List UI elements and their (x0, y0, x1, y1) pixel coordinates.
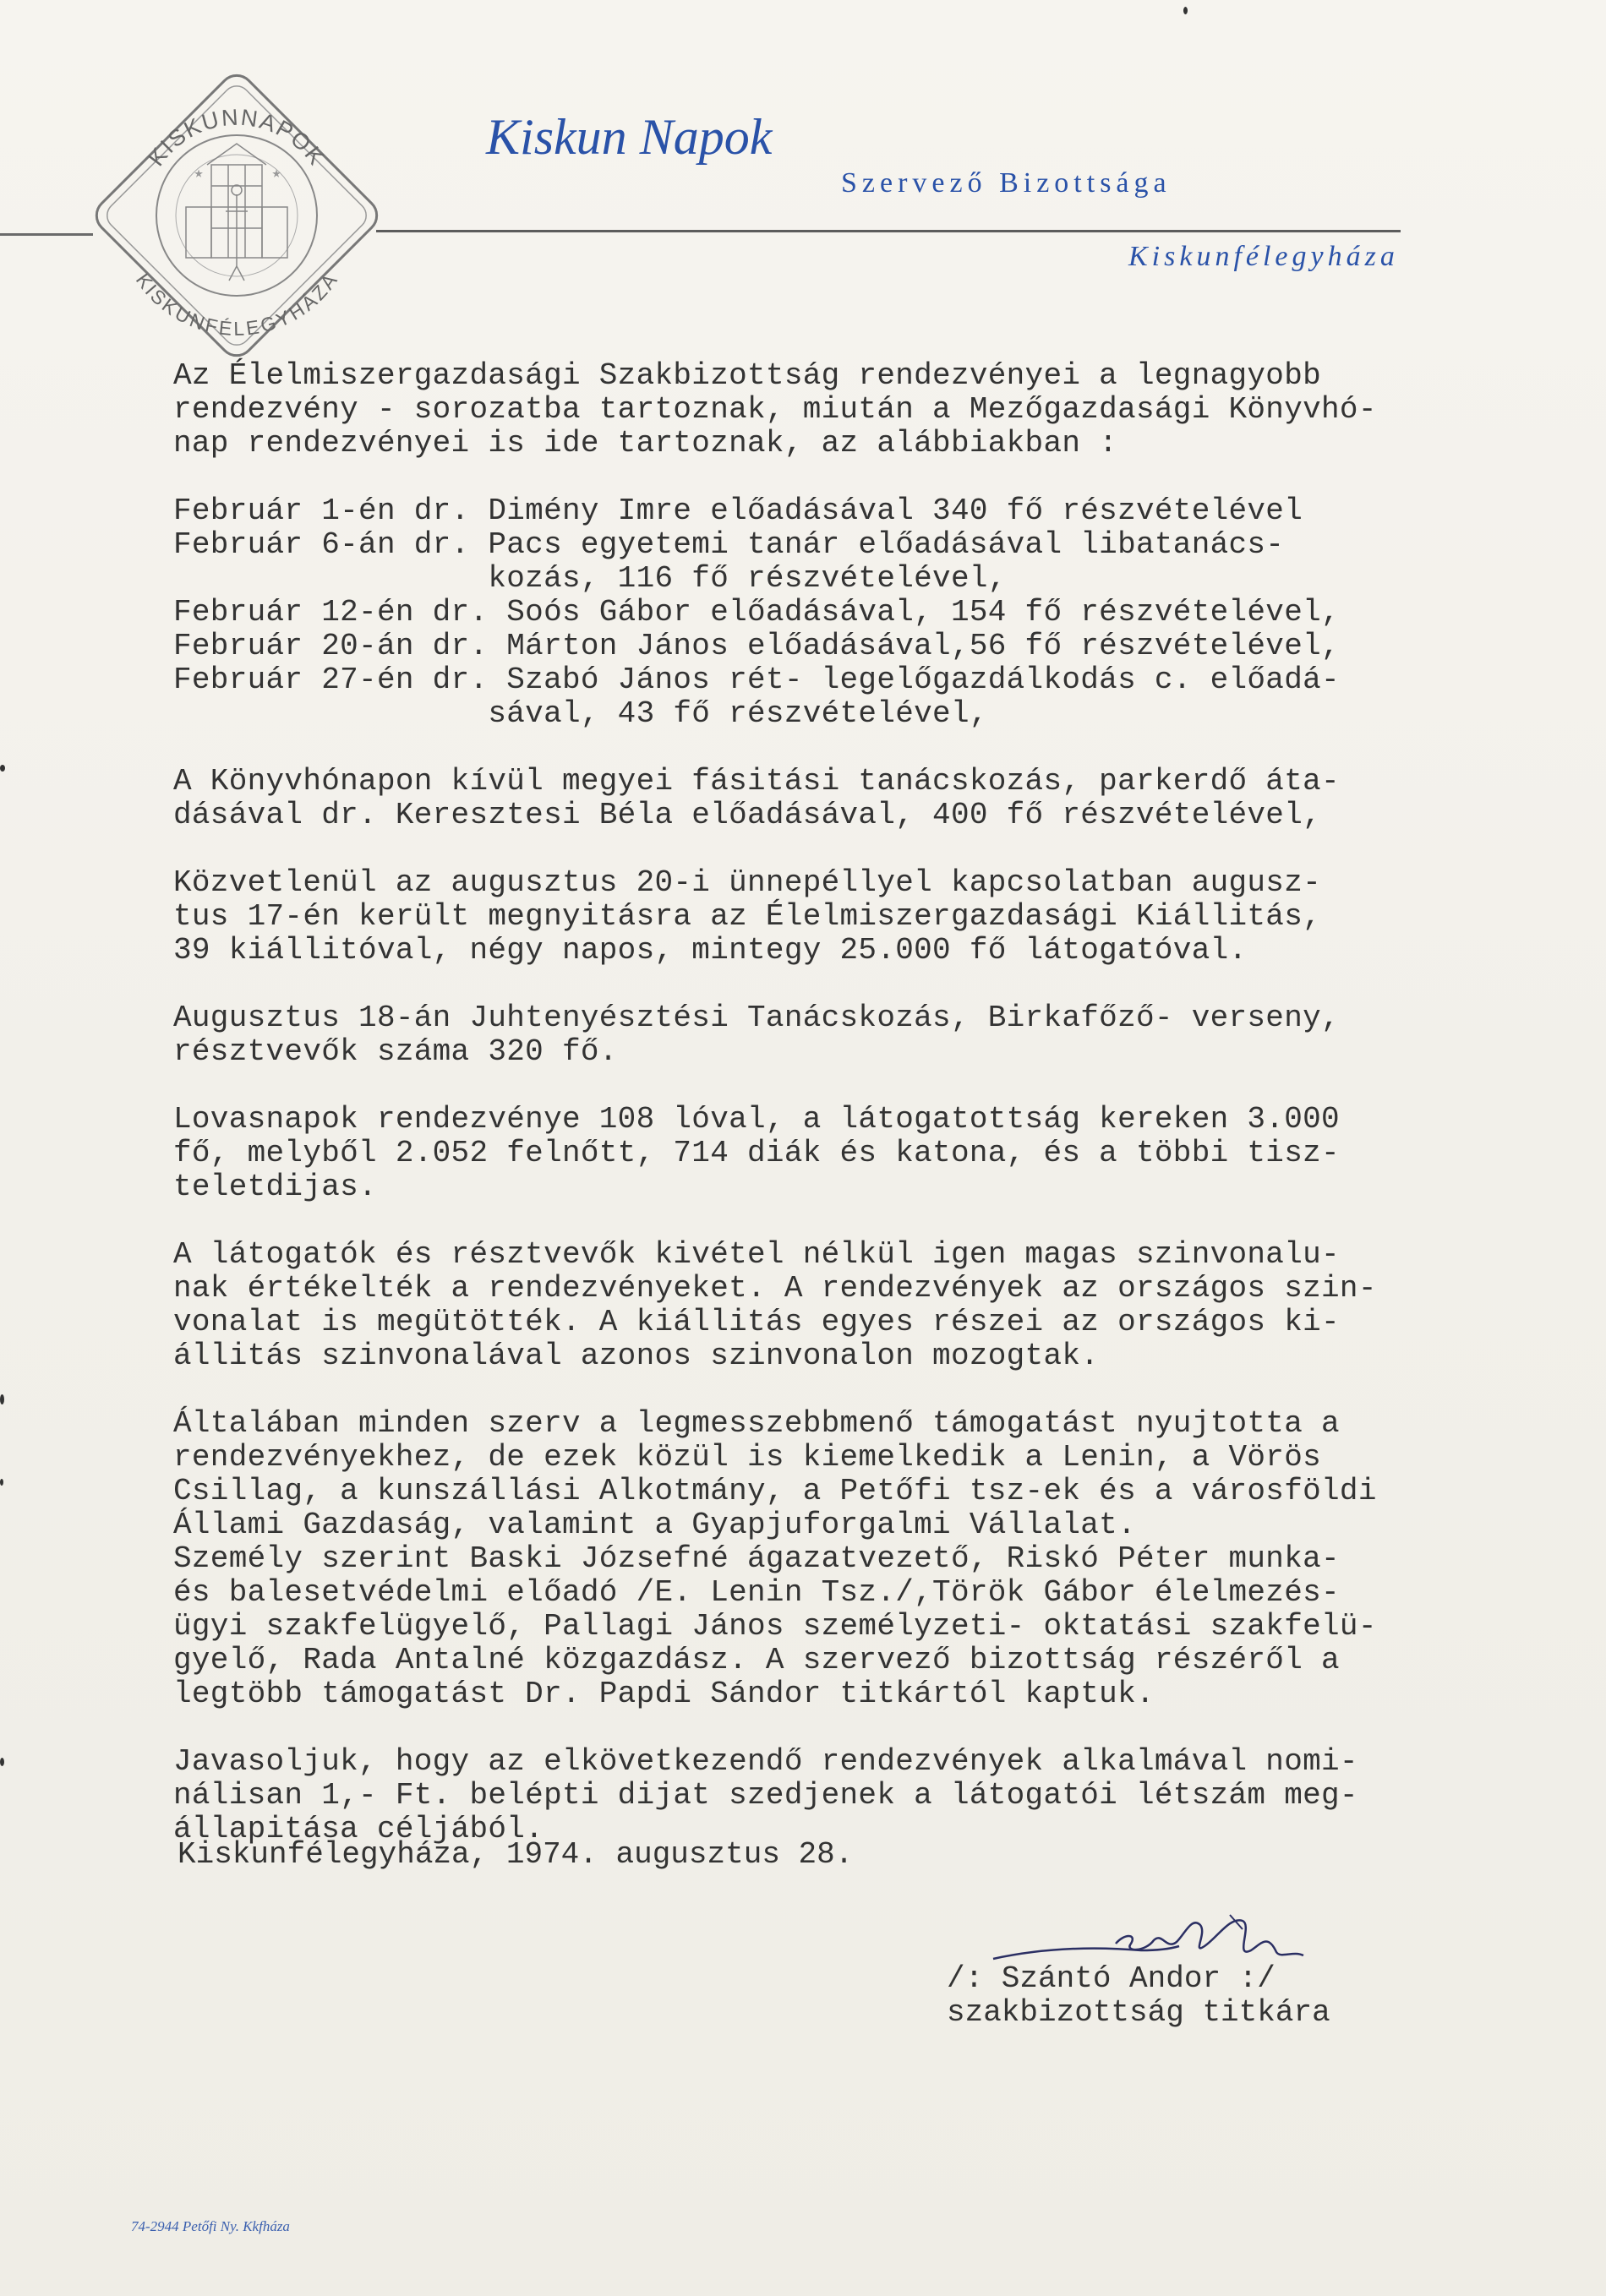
body-line: vonalat is megütötték. A kiállitás egyes részei az országos ki- (173, 1305, 1340, 1339)
letterhead-rule-right (376, 230, 1401, 232)
paper-speck (0, 1758, 4, 1766)
body-line: résztvevők száma 320 fő. (173, 1034, 618, 1069)
body-line: nálisan 1,- Ft. belépti dijat szedjenek a látogatói létszám meg- (173, 1778, 1358, 1813)
body-line: Február 27-én dr. Szabó János rét- legelőgazdálkodás c. előadá- (173, 663, 1340, 697)
letterhead-city: Kiskunfélegyháza (1128, 241, 1399, 272)
body-line: és balesetvédelmi előadó /E. Lenin Tsz./,Török Gábor élelmezés- (173, 1575, 1340, 1610)
body-paragraph (173, 1001, 1509, 1069)
paper-speck (0, 1479, 3, 1486)
body-paragraph (173, 359, 1509, 461)
body-line: Javasoljuk, hogy az elkövetkezendő rendezvények alkalmával nomi- (173, 1744, 1358, 1779)
logo-star-right: ★ (271, 166, 281, 183)
logo-ring-bottom-text: KISKUNFÉLEGYHÁZA (131, 269, 342, 340)
body-line: nap rendezvényei is ide tartoznak, az alábbiakban : (173, 426, 1118, 461)
body-line: Személy szerint Baski Józsefné ágazatvezető, Riskó Péter munka- (173, 1541, 1340, 1576)
body-line: Közvetlenül az augusztus 20-i ünnepéllyel kapcsolatban augusz- (173, 865, 1322, 900)
body-line: rendezvényekhez, de ezek közül is kiemelkedik a Lenin, a Vörös (173, 1440, 1322, 1475)
body-line: dásával dr. Keresztesi Béla előadásával, 400 fő részvételével, (173, 798, 1322, 832)
body-line: A látogatók és résztvevők kivétel nélkül igen magas szinvonalu- (173, 1237, 1340, 1272)
body-line: kozás, 116 fő részvételével, (173, 561, 1007, 596)
body-line: sával, 43 fő részvételével, (173, 696, 988, 731)
paper-speck (1183, 7, 1188, 14)
body-line: Általában minden szerv a legmesszebbmenő támogatást nyujtotta a (173, 1406, 1340, 1441)
body-paragraph (173, 1745, 1509, 1846)
body-line: nak értékelték a rendezvényeket. A rendezvények az országos szin- (173, 1271, 1377, 1306)
body-line: Augusztus 18-án Juhtenyésztési Tanácskozás, Birkafőző- verseny, (173, 1001, 1340, 1035)
body-line: állitás szinvonalával azonos szinvonalon mozogtak. (173, 1339, 1100, 1373)
body-line: gyelő, Rada Antalné közgazdász. A szervező bizottság részéről a (173, 1643, 1340, 1677)
logo-ring-top-text: KISKUNNAPOK (143, 104, 330, 171)
paper-speck (0, 1394, 4, 1404)
logo-star-left: ★ (194, 166, 204, 183)
letterhead-title: Kiskun Napok (486, 109, 773, 165)
body-line: 39 kiállitóval, négy napos, mintegy 25.000 fő látogatóval. (173, 933, 1248, 968)
body-line: állapitása céljából. (173, 1812, 544, 1846)
body-paragraph (173, 494, 1509, 731)
body-line: ügyi szakfelügyelő, Pallagi János személyzeti- oktatási szakfelü- (173, 1609, 1377, 1644)
body-paragraph (173, 765, 1509, 832)
body-line: Február 1-én dr. Dimény Imre előadásával 340 fő részvételével (173, 494, 1303, 528)
kiskun-napok-logo (80, 59, 393, 372)
body-line: legtöbb támogatást Dr. Papdi Sándor titkártól kaptuk. (173, 1677, 1155, 1711)
letter-dateline: Kiskunfélegyháza, 1974. augusztus 28. (178, 1837, 854, 1872)
body-line: Csillag, a kunszállási Alkotmány, a Petőfi tsz-ek és a városföldi (173, 1474, 1377, 1508)
logo-building-drawing (186, 144, 287, 281)
body-line: rendezvény - sorozatba tartoznak, miután a Mezőgazdasági Könyvhó- (173, 392, 1377, 427)
body-line: fő, melyből 2.052 felnőtt, 714 diák és katona, és a többi tisz- (173, 1136, 1340, 1170)
body-paragraph (173, 1407, 1509, 1711)
letterhead-rule-left (0, 233, 93, 236)
body-line: Állami Gazdaság, valamint a Gyapjuforgalmi Vállalat. (173, 1508, 1136, 1542)
body-paragraph (173, 866, 1509, 968)
signer-role: szakbizottság titkára (947, 1995, 1330, 2030)
body-line: Az Élelmiszergazdasági Szakbizottság rendezvényei a legnagyobb (173, 358, 1322, 393)
body-paragraph (173, 1238, 1509, 1373)
body-line: tus 17-én került megnyitásra az Élelmiszergazdasági Kiállitás, (173, 899, 1322, 934)
body-line: A Könyvhónapon kívül megyei fásitási tanácskozás, parkerdő áta- (173, 764, 1340, 799)
body-line: Február 12-én dr. Soós Gábor előadásával, 154 fő részvételével, (173, 595, 1340, 630)
body-line: teletdijas. (173, 1170, 377, 1204)
body-paragraph (173, 1103, 1509, 1204)
letterhead-subtitle: Szervező Bizottsága (841, 167, 1172, 199)
body-line: Február 20-án dr. Márton János előadásával,56 fő részvételével, (173, 629, 1340, 663)
body-line: Lovasnapok rendezvénye 108 lóval, a látogatottság kereken 3.000 (173, 1102, 1340, 1137)
letter-body (173, 359, 1509, 1880)
signer-name: /: Szántó Andor :/ (947, 1961, 1276, 1996)
printer-mark: 74-2944 Petőfi Ny. Kkfháza (131, 2218, 290, 2234)
paper-speck (0, 765, 5, 772)
body-line: Február 6-án dr. Pacs egyetemi tanár előadásával libatanács- (173, 527, 1285, 562)
